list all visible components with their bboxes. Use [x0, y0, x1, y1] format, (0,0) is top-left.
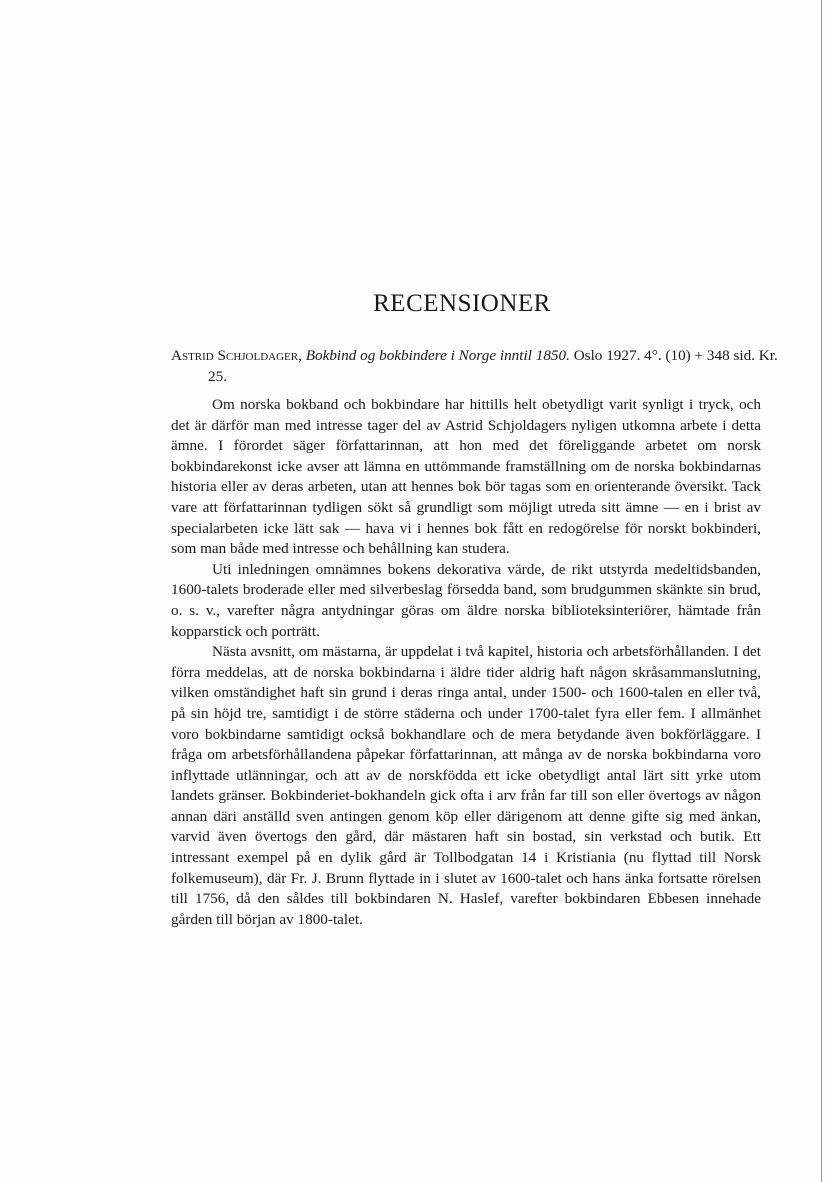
review-author: Astrid Schjoldager, — [171, 347, 302, 364]
book-title: Bokbind og bokbindere i Norge inntil 1850. — [305, 347, 570, 364]
review-body — [171, 395, 761, 930]
section-heading: RECENSIONER — [373, 290, 551, 317]
page-edge-line — [821, 0, 822, 1182]
bibliographic-entry — [171, 346, 798, 387]
book-imprint: Oslo 1927. 4°. (10) + 348 sid. Kr. 25. — [208, 347, 778, 385]
review-paragraph: Om norska bokband och bokbindare har hittills helt obetydligt varit synligt i tryck, och det är därför man med intresse tager del av Astrid Schjoldagers nyligen utkomna arbete i detta ämne. I förordet säger författarinnan, att hon med det föreliggande arbetet om norsk bokbindarekonst icke avser att lämna en uttömmande framställning om de norska bokbindarnas historia eller av deras arbeten, utan att hennes bok bör tagas som en orienterande översikt. Tack vare att författarinnan tydligen sökt så grundligt som möjligt utreda sitt ämne — en i brist av specialarbeten icke lätt sak — hava vi i hennes bok fått en redogörelse för norskt bokbinderi, som man både med intresse och behållning kan studera. — [171, 396, 761, 558]
review-paragraph: Uti inledningen omnämnes bokens dekorativa värde, de rikt utstyrda medeltidsbanden, 1600-talets broderade eller med silverbeslag försedda band, som brudgummen skänkte sin brud, o. s. v., varefter några antydningar göras om äldre norska biblioteksinteriörer, hämtade från kopparstick och porträtt. — [171, 560, 761, 640]
review-paragraph: Nästa avsnitt, om mästarna, är uppdelat i två kapitel, historia och arbetsförhållanden. I det förra meddelas, att de norska bokbindarna i äldre tider aldrig haft någon skråsammanslutning, vilken omständighet haft sin grund i deras ringa antal, under 1500- och 1600-talen en eller två, på sin höjd tre, samtidigt i de större städerna och under 1700-talet fyra eller fem. I allmänhet voro bokbindarne samtidigt också bokhandlare och de mera betydande även bokförläggare. I fråga om arbetsförhållandena påpekar författarinnan, att många av de norska bokbindarna voro inflyttade utlänningar, och att av de norskfödda ett icke obetydligt antal lärt sitt yrke utom landets gränser. Bokbinderiet-bokhandeln gick ofta i arv från far till son eller övertogs av någon annan däri anställd sven antingen genom köp eller därigenom att denne gifte sig med änkan, varvid även övertogs den gård, där mästaren haft sin bostad, sin verkstad och butik. Ett intressant exempel på en dylik gård är Tollbodgatan 14 i Kristiania (nu flyttad till Norsk folkemuseum), där Fr. J. Brunn flyttade in i slutet av 1600-talet och hans änka fortsatte rörelsen till 1756, då den såldes till bokbindaren N. Haslef, varefter bokbindaren Ebbesen innehade gården till början av 1800-talet. — [171, 643, 761, 928]
